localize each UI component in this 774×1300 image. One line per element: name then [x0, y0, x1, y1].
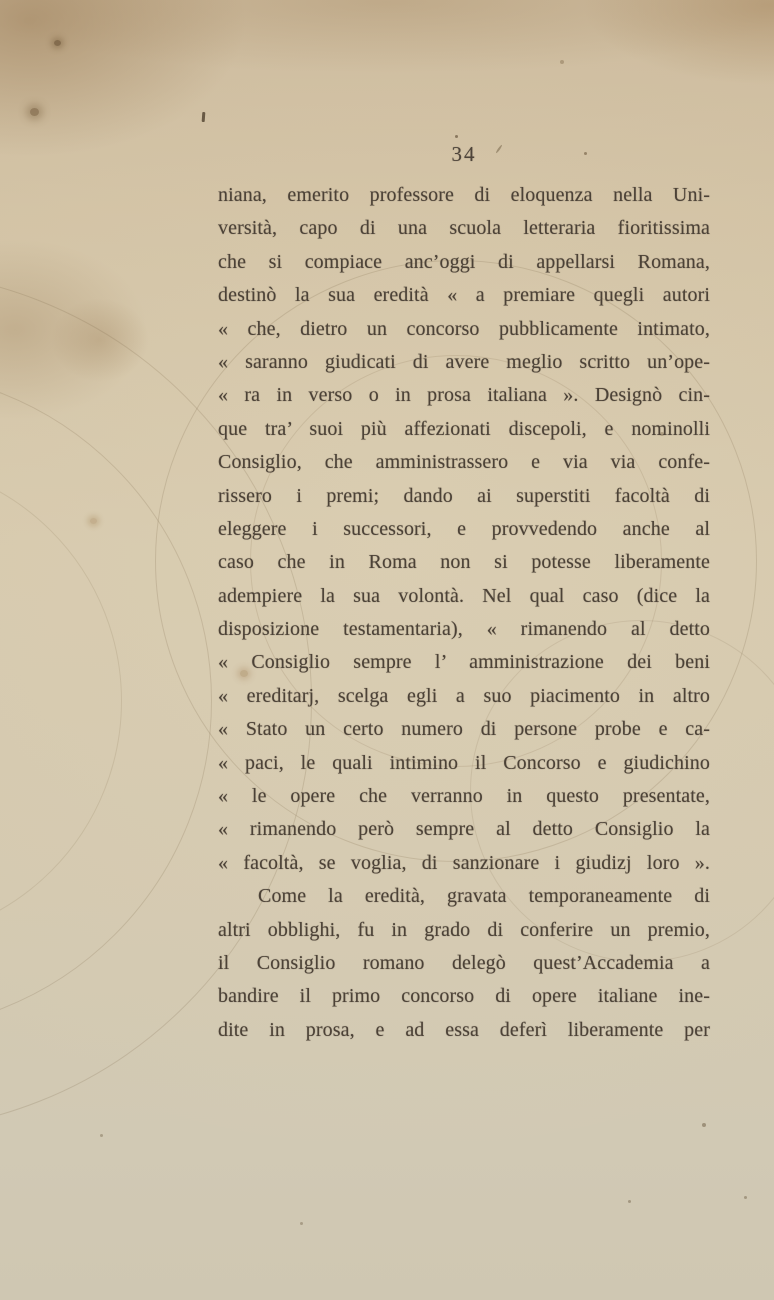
text-line: « Stato un certo numero di persone probe e ca-	[218, 718, 710, 741]
paper-speck	[90, 518, 97, 524]
text-line: « facoltà, se voglia, di sanzionare i giudizj loro ».	[218, 851, 710, 874]
ink-tick-mark	[202, 112, 205, 122]
paper-speck	[30, 108, 39, 116]
text-line: destinò la sua eredità « a premiare quegli autori	[218, 284, 710, 307]
text-line: « che, dietro un concorso pubblicamente intimato,	[218, 317, 710, 340]
paper-speck	[54, 40, 61, 46]
paper-speck	[702, 1123, 706, 1127]
text-line: il Consiglio romano delegò quest’Accademia a	[218, 951, 710, 974]
paper-speck	[455, 135, 458, 138]
text-line: disposizione testamentaria), « rimanendo al detto	[218, 618, 710, 641]
text-line: Consiglio, che amministrassero e via via confe-	[218, 451, 710, 474]
text-line: « Consiglio sempre l’ amministrazione dei beni	[218, 651, 710, 674]
text-line: « rimanendo però sempre al detto Consiglio la	[218, 818, 710, 841]
paper-speck	[628, 1200, 631, 1203]
text-line: dite in prosa, e ad essa deferì liberamente per	[218, 1018, 710, 1041]
text-line: bandire il primo concorso di opere italiane ine-	[218, 985, 710, 1008]
text-line: niana, emerito professore di eloquenza nella Uni-	[218, 184, 710, 206]
text-line: eleggere i successori, e provvedendo anche al	[218, 517, 710, 540]
text-line: che si compiace anc’oggi di appellarsi Romana,	[218, 250, 710, 273]
text-line: adempiere la sua volontà. Nel qual caso (dice la	[218, 584, 710, 607]
text-line: « saranno giudicati di avere meglio scritto un’ope-	[218, 350, 710, 373]
text-body	[218, 179, 710, 1047]
text-line: « ereditarj, scelga egli a suo piacimento in altro	[218, 684, 710, 707]
page-number: 34	[451, 142, 477, 166]
text-line: altri obblighi, fu in grado di conferire un premio,	[218, 918, 710, 941]
paper-speck	[560, 60, 564, 64]
blind-stamp-ring	[0, 370, 212, 1032]
text-line: « ra in verso o in prosa italiana ». Designò cin-	[218, 384, 710, 407]
text-line: que tra’ suoi più affezionati discepoli, e nominolli	[218, 417, 710, 440]
paper-speck	[744, 1196, 747, 1199]
paper-speck	[100, 1134, 103, 1137]
text-line: caso che in Roma non si potesse liberamente	[218, 551, 710, 574]
text-line: versità, capo di una scuola letteraria fioritissima	[218, 217, 710, 240]
text-line: Come la eredità, gravata temporaneamente di	[258, 885, 710, 908]
blind-stamp-ring	[0, 460, 122, 942]
paper-speck	[300, 1222, 303, 1225]
text-line: « paci, le quali intimino il Concorso e giudichino	[218, 751, 710, 774]
text-line: rissero i premi; dando ai superstiti facoltà di	[218, 484, 710, 507]
text-line: « le opere che verranno in questo presentate,	[218, 785, 710, 808]
